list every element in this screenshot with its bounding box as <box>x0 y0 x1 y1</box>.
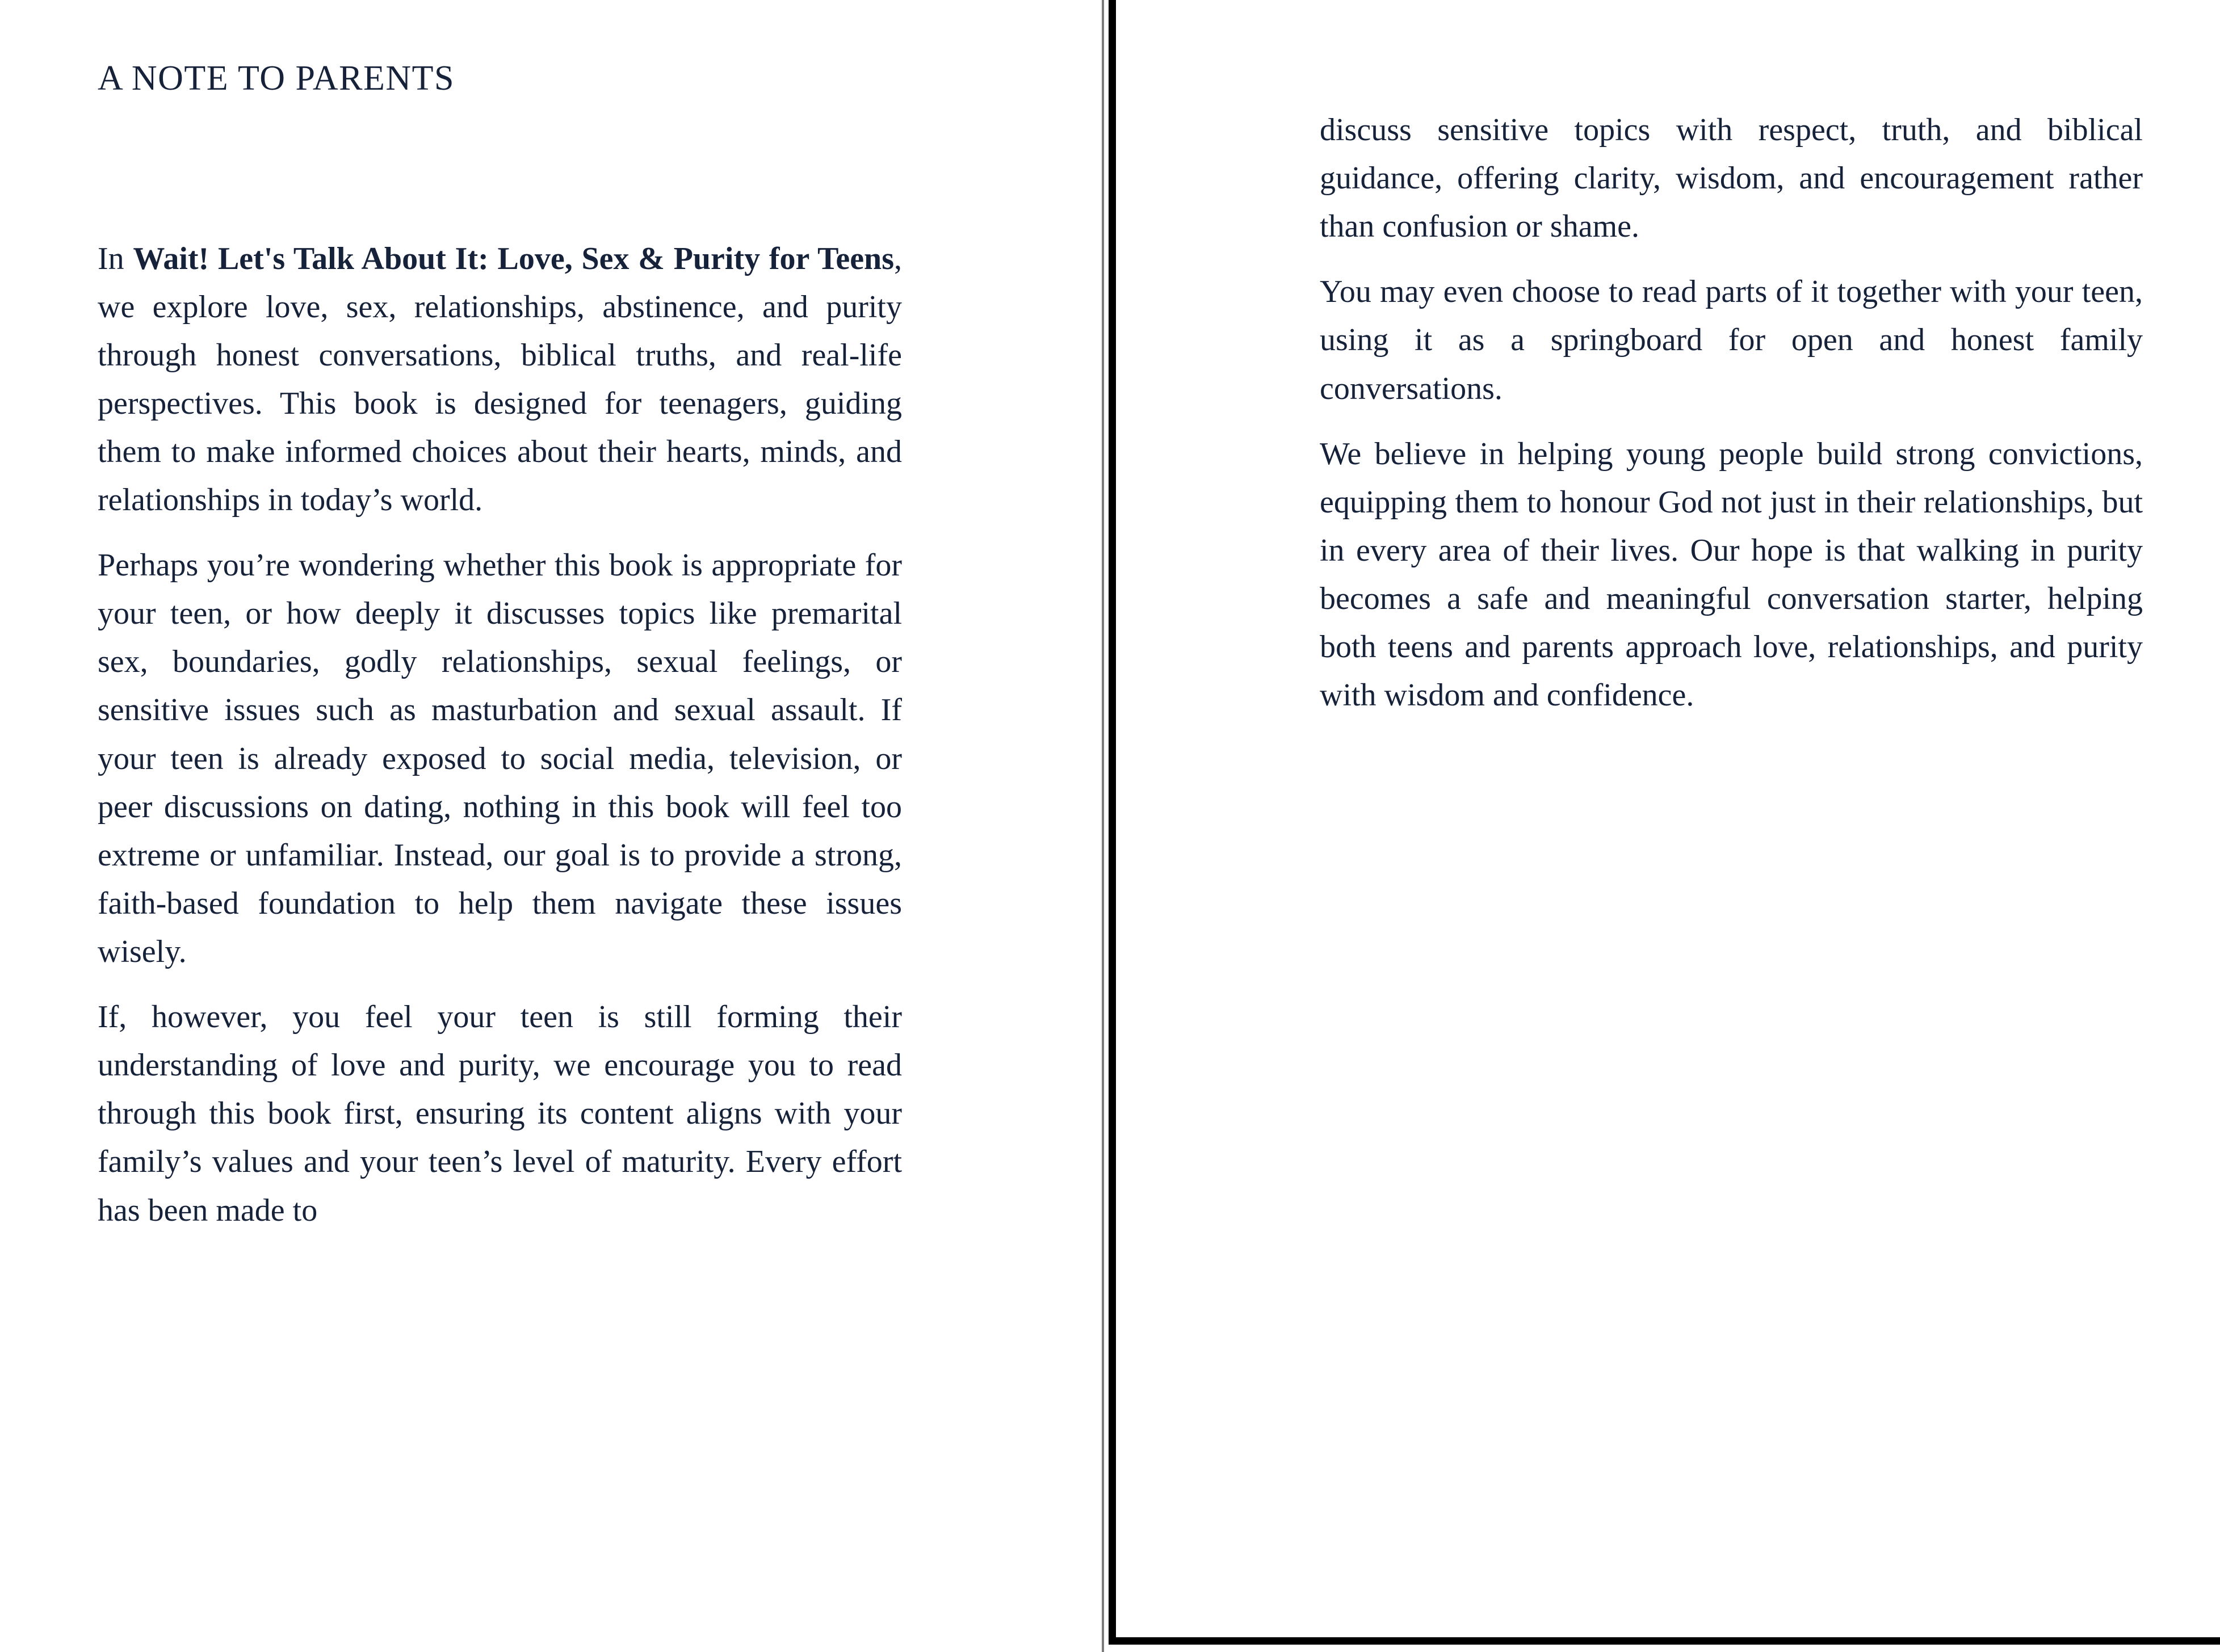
intro-lead-text: In <box>98 241 133 276</box>
paragraph-convictions: We believe in helping young people build strong convictions, equipping them to honour God not just in their relationships, but in every area of their lives. Our hope is that walking in purity becomes a safe and meaningful conversation starter, helping both teens and parents approach love, relationships, and purity with wisdom and confidence. <box>1320 436 2143 713</box>
paragraph-appropriateness: Perhaps you’re wondering whether this book is appropriate for your teen, or how deeply it discusses topics like premarital sex, boundaries, godly relationships, sexual feelings, or sensitive issues such as masturbation and sexual assault. If your teen is already exposed to social media, television, or peer discussions on dating, nothing in this book will feel too extreme or unfamiliar. Instead, our goal is to provide a strong, faith-based foundation to help them navigate these issues wisely. <box>98 548 902 970</box>
right-page-content <box>1320 0 2143 720</box>
left-page-content <box>98 0 902 1235</box>
paragraph-intro <box>98 235 902 525</box>
right-page <box>1109 0 2220 1645</box>
title-spacer <box>98 101 902 235</box>
left-page <box>0 0 1100 1652</box>
paragraph-discuss-continued: discuss sensitive topics with respect, truth, and biblical guidance, offering clarity, wisdom, and encouragement rather than confusion or shame. <box>1320 112 2143 245</box>
intro-rest-text: , we explore love, sex, relationships, abstinence, and purity through honest conversations, biblical truths, and real-life perspectives. This book is designed for teenagers, guiding them to make informed choices about their hearts, minds, and relationships in today’s world. <box>98 241 902 518</box>
page-divider-line <box>1102 0 1104 1652</box>
top-margin-spacer <box>98 0 902 57</box>
right-top-spacer <box>1320 0 2143 106</box>
paragraph-read-together: You may even choose to read parts of it together with your teen, using it as a springboard for open and honest family conversations. <box>1320 274 2143 406</box>
page-title: A NOTE TO PARENTS <box>98 59 455 98</box>
paragraph-read-first: If, however, you feel your teen is still forming their understanding of love and purity, we encourage you to read through this book first, ensuring its content aligns with your family’s values and your teen’s level of maturity. Every effort has been made to <box>98 999 902 1228</box>
book-title-bold: Wait! Let's Talk About It: Love, Sex & Purity for Teens <box>133 241 894 276</box>
